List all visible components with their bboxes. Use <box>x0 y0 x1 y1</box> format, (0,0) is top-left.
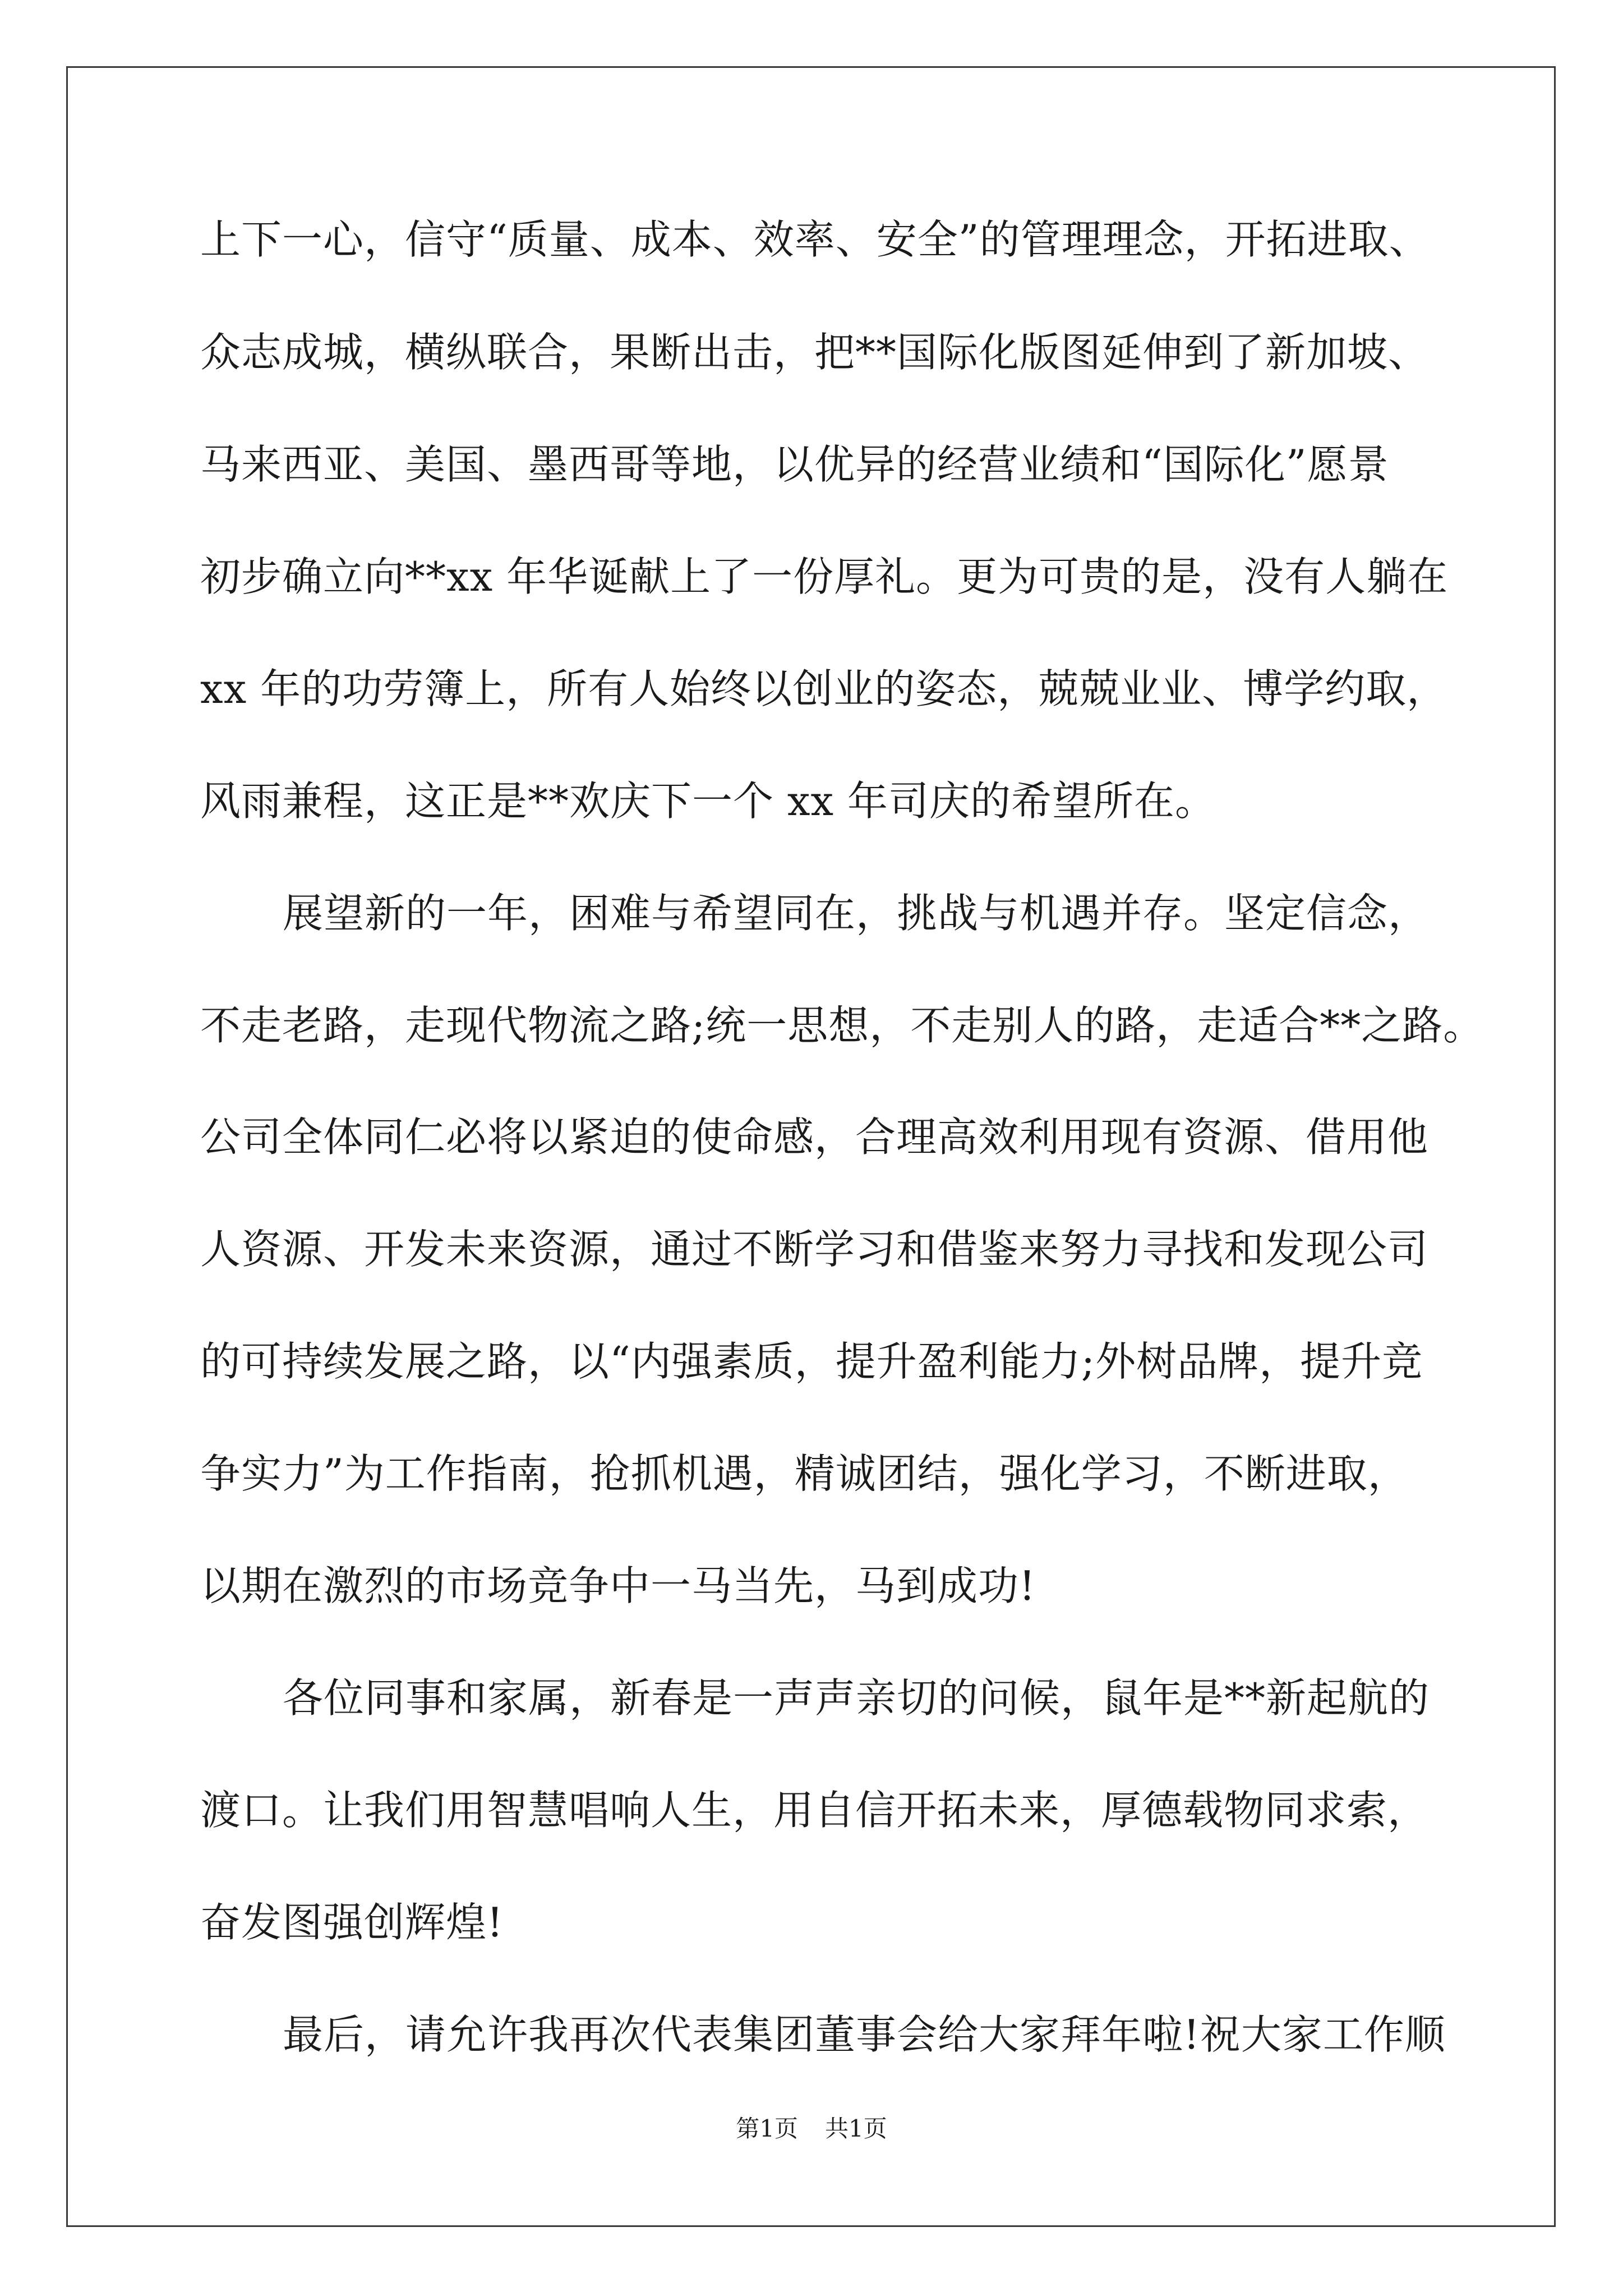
body-line: 初步确立向**xx 年华诞献上了一份厚礼。更为可贵的是，没有人躺在 <box>200 553 1449 600</box>
body-line: 众志成城，横纵联合，果断出击，把**国际化版图延伸到了新加坡、 <box>200 329 1430 376</box>
body-line: 最后，请允许我再次代表集团董事会给大家拜年啦!祝大家工作顺 <box>283 2011 1446 2058</box>
body-line: 展望新的一年，困难与希望同在，挑战与机遇并存。坚定信念， <box>283 890 1430 937</box>
body-line: 人资源、开发未来资源，通过不断学习和借鉴来努力寻找和发现公司 <box>200 1226 1429 1273</box>
page-footer <box>0 2112 1623 2146</box>
body-line: 马来西亚、美国、墨西哥等地，以优异的经营业绩和“国际化”愿景 <box>200 441 1389 488</box>
page-total: 共1页 <box>825 2115 887 2142</box>
body-line: 奋发图强创辉煌! <box>200 1899 504 1946</box>
body-line: 公司全体同仁必将以紧迫的使命感，合理高效利用现有资源、借用他 <box>200 1114 1429 1161</box>
page-number: 第1页 <box>736 2115 798 2142</box>
body-line: 渡口。让我们用智慧唱响人生，用自信开拓未来，厚德载物同求索， <box>200 1787 1429 1834</box>
body-line: 各位同事和家属，新春是一声声亲切的问候，鼠年是**新起航的 <box>283 1674 1430 1722</box>
body-line: 风雨兼程，这正是**欢庆下一个 xx 年司庆的希望所在。 <box>200 777 1216 825</box>
body-line: 的可持续发展之路，以“内强素质，提升盈利能力;外树品牌，提升竞 <box>200 1338 1423 1385</box>
body-line: xx 年的功劳簿上，所有人始终以创业的姿态，兢兢业业、博学约取， <box>200 665 1448 712</box>
body-line: 不走老路，走现代物流之路;统一思想，不走别人的路，走适合**之路。 <box>200 1002 1484 1049</box>
body-line: 争实力”为工作指南，抢抓机遇，精诚团结，强化学习，不断进取， <box>200 1450 1409 1497</box>
body-line: 上下一心，信守“质量、成本、效率、安全”的管理理念，开拓进取、 <box>200 216 1430 263</box>
body-line: 以期在激烈的市场竞争中一马当先，马到成功! <box>200 1562 1036 1609</box>
